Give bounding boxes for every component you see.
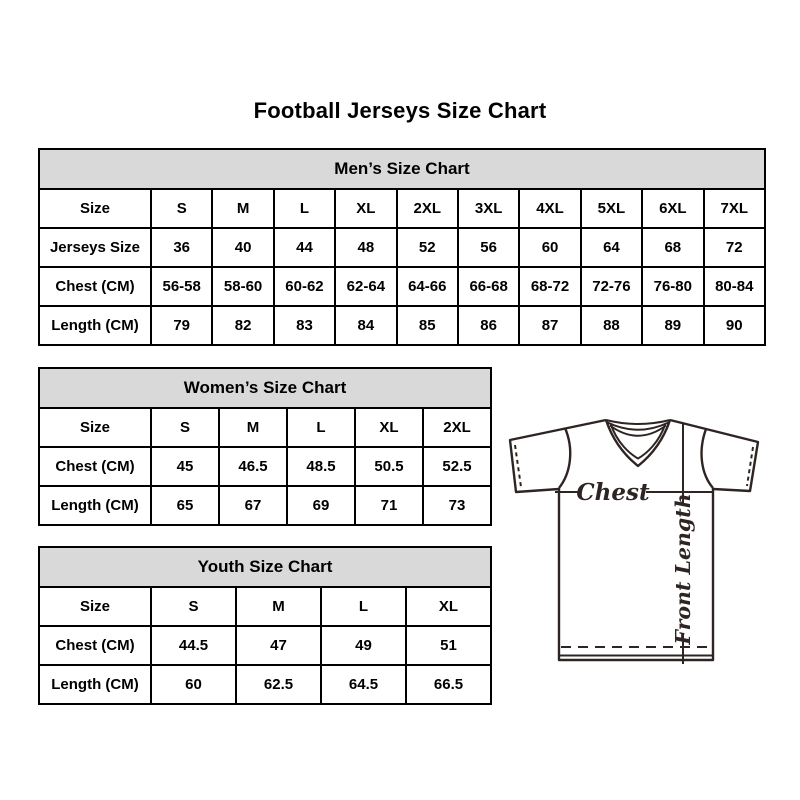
table-cell: 83 [274, 306, 335, 345]
table-cell: 64.5 [321, 665, 406, 704]
table-cell: 44.5 [151, 626, 236, 665]
table-cell: 80-84 [704, 267, 765, 306]
row-label: Length (CM) [39, 665, 151, 704]
table-cell: 60-62 [274, 267, 335, 306]
table-cell: 88 [581, 306, 642, 345]
table-cell: 71 [355, 486, 423, 525]
mens-size-table [38, 148, 766, 346]
table-cell: 50.5 [355, 447, 423, 486]
column-header: 5XL [581, 189, 642, 228]
table-cell: 60 [151, 665, 236, 704]
table-cell: 40 [212, 228, 273, 267]
table-cell: 72 [704, 228, 765, 267]
column-header: 3XL [458, 189, 519, 228]
column-header: 2XL [423, 408, 491, 447]
table-cell: 36 [151, 228, 212, 267]
table-row [39, 306, 765, 345]
womens-size-table [38, 367, 492, 526]
header-row [39, 587, 491, 626]
row-label: Jerseys Size [39, 228, 151, 267]
table-row [39, 447, 491, 486]
table-cell: 87 [519, 306, 580, 345]
table-cell: 52 [397, 228, 458, 267]
youth-table-title: Youth Size Chart [39, 547, 491, 587]
table-cell: 72-76 [581, 267, 642, 306]
column-header: 4XL [519, 189, 580, 228]
page-title: Football Jerseys Size Chart [253, 98, 547, 123]
column-header: L [274, 189, 335, 228]
column-header: M [236, 587, 321, 626]
table-cell: 56 [458, 228, 519, 267]
column-header: 2XL [397, 189, 458, 228]
mens-table-title: Men’s Size Chart [39, 149, 765, 189]
header-row [39, 408, 491, 447]
column-header: 7XL [704, 189, 765, 228]
chest-label: Chest [576, 479, 650, 506]
table-cell: 48 [335, 228, 396, 267]
table-cell: 76-80 [642, 267, 703, 306]
table-cell: 84 [335, 306, 396, 345]
front-length-label: Front Length [671, 493, 695, 645]
jersey-right-armhole-seam [702, 429, 713, 488]
table-cell: 90 [704, 306, 765, 345]
table-cell: 46.5 [219, 447, 287, 486]
table-cell: 73 [423, 486, 491, 525]
table-cell: 56-58 [151, 267, 212, 306]
womens-table-title: Women’s Size Chart [39, 368, 491, 408]
youth-size-table [38, 546, 492, 705]
table-cell: 58-60 [212, 267, 273, 306]
column-header: L [321, 587, 406, 626]
column-header: S [151, 587, 236, 626]
row-label: Chest (CM) [39, 447, 151, 486]
table-cell: 64-66 [397, 267, 458, 306]
table-cell: 79 [151, 306, 212, 345]
column-header: M [219, 408, 287, 447]
column-header: L [287, 408, 355, 447]
youth-table [38, 546, 492, 705]
table-row [39, 486, 491, 525]
table-cell: 65 [151, 486, 219, 525]
row-label: Chest (CM) [39, 267, 151, 306]
table-cell: 62-64 [335, 267, 396, 306]
table-cell: 60 [519, 228, 580, 267]
table-cell: 66.5 [406, 665, 491, 704]
table-cell: 64 [581, 228, 642, 267]
table-cell: 47 [236, 626, 321, 665]
table-cell: 49 [321, 626, 406, 665]
table-cell: 45 [151, 447, 219, 486]
mens-table [38, 148, 766, 346]
column-header: 6XL [642, 189, 703, 228]
table-cell: 52.5 [423, 447, 491, 486]
row-label-header: Size [39, 587, 151, 626]
table-cell: 48.5 [287, 447, 355, 486]
table-row [39, 267, 765, 306]
table-row [39, 665, 491, 704]
column-header: XL [406, 587, 491, 626]
column-header: XL [335, 189, 396, 228]
table-cell: 51 [406, 626, 491, 665]
table-cell: 68-72 [519, 267, 580, 306]
row-label: Length (CM) [39, 486, 151, 525]
column-header: M [212, 189, 273, 228]
table-cell: 86 [458, 306, 519, 345]
column-header: S [151, 189, 212, 228]
column-header: XL [355, 408, 423, 447]
table-cell: 44 [274, 228, 335, 267]
table-cell: 68 [642, 228, 703, 267]
table-cell: 82 [212, 306, 273, 345]
row-label: Length (CM) [39, 306, 151, 345]
table-cell: 67 [219, 486, 287, 525]
table-cell: 66-68 [458, 267, 519, 306]
womens-table [38, 367, 492, 526]
jersey-left-armhole-seam [559, 428, 570, 488]
table-cell: 89 [642, 306, 703, 345]
table-row [39, 228, 765, 267]
table-cell: 85 [397, 306, 458, 345]
table-cell: 62.5 [236, 665, 321, 704]
row-label-header: Size [39, 408, 151, 447]
row-label: Chest (CM) [39, 626, 151, 665]
header-row [39, 189, 765, 228]
table-cell: 69 [287, 486, 355, 525]
column-header: S [151, 408, 219, 447]
row-label-header: Size [39, 189, 151, 228]
table-row [39, 626, 491, 665]
jersey-measurement-diagram [503, 397, 777, 685]
